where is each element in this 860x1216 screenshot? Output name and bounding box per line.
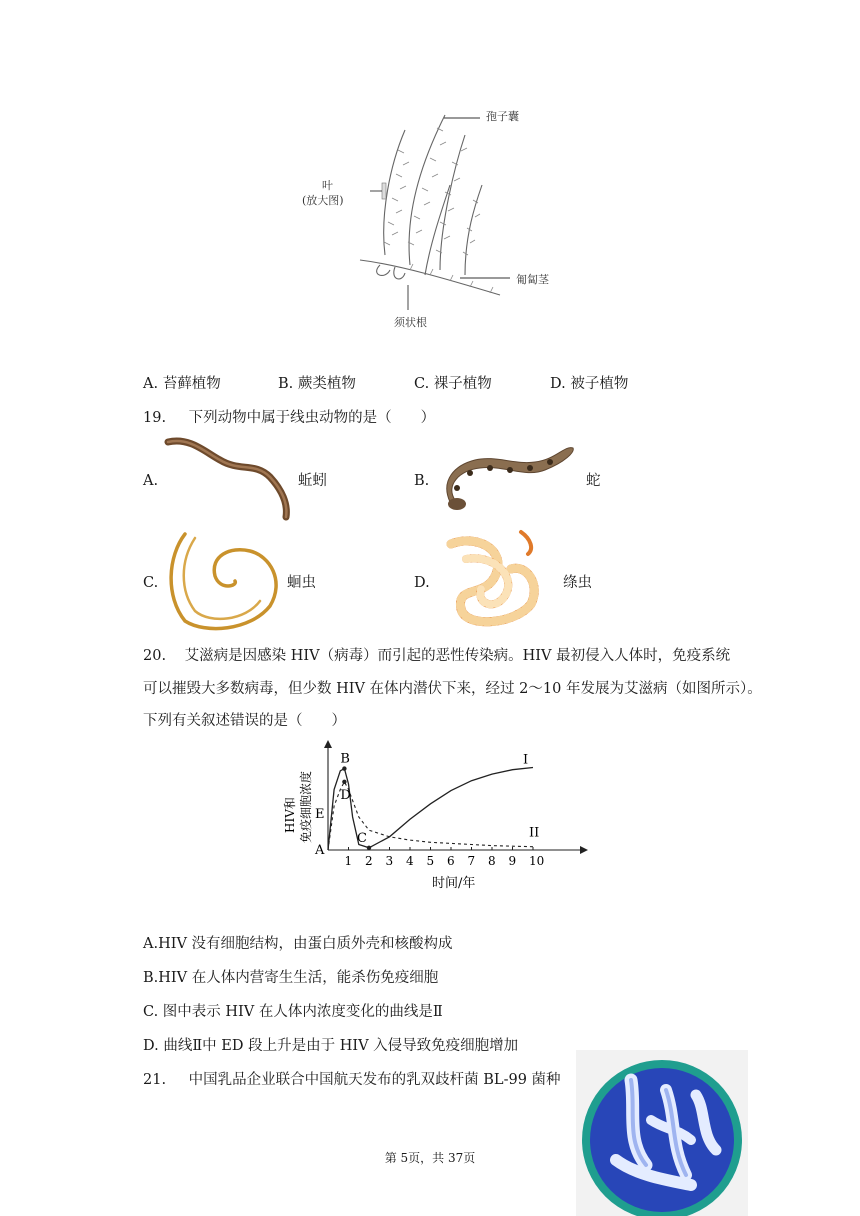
q20-line2: 可以摧毁大多数病毒，但少数 HIV 在体内潜伏下来，经过 2～10 年发展为艾滋病（如图所示）。 bbox=[143, 681, 762, 697]
x-tick-label: 1 bbox=[344, 854, 353, 868]
point-label-E: E bbox=[315, 807, 325, 822]
x-tick-label: 7 bbox=[467, 854, 476, 868]
curve-label-I: I bbox=[523, 752, 529, 768]
q20-option-c[interactable]: C. 图中表示 HIV 在人体内浓度变化的曲线是Ⅱ bbox=[143, 1004, 443, 1020]
q20-option-b[interactable]: B.HIV 在人体内营寄生生活，能杀伤免疫细胞 bbox=[143, 970, 439, 986]
label-root: 须状根 bbox=[394, 316, 427, 329]
label-leaf: 叶 bbox=[322, 179, 333, 192]
y-axis-label-line2: 免疫细胞浓度 bbox=[299, 770, 313, 843]
y-axis-label-line1: HIV和 bbox=[283, 797, 297, 833]
x-tick-label: 9 bbox=[508, 854, 517, 868]
q19-option-a-letter[interactable]: A. bbox=[143, 473, 159, 489]
moss-illustration bbox=[290, 95, 570, 340]
q20-line3: 下列有关叙述错误的是（ ） bbox=[143, 713, 346, 729]
point-label-D: D bbox=[340, 787, 351, 803]
label-leaf-note: (放大图) bbox=[302, 194, 344, 207]
x-tick-label: 10 bbox=[529, 854, 545, 868]
x-tick-label: 3 bbox=[385, 854, 394, 868]
q19-stem bbox=[143, 408, 435, 428]
q20-option-d[interactable]: D. 曲线Ⅱ中 ED 段上升是由于 HIV 入侵导致免疫细胞增加 bbox=[143, 1038, 519, 1054]
q21-stem bbox=[143, 1070, 561, 1090]
point-label-A: A bbox=[315, 843, 325, 858]
page-footer: 第 5页，共 37页 bbox=[384, 1151, 476, 1165]
q19-option-c-letter[interactable]: C. bbox=[143, 575, 159, 591]
x-tick-label: 8 bbox=[488, 854, 496, 868]
x-axis-label: 时间/年 bbox=[432, 876, 476, 891]
q19-option-c-name: 蛔虫 bbox=[287, 575, 316, 591]
earthworm-image bbox=[160, 432, 300, 527]
q18-option-c[interactable]: C. 裸子植物 bbox=[414, 376, 492, 392]
q18-option-d[interactable]: D. 被子植物 bbox=[550, 376, 629, 392]
q19-option-a-name: 蚯蚓 bbox=[298, 473, 327, 489]
q20-number: 20. bbox=[143, 648, 167, 664]
q20-option-a[interactable]: A.HIV 没有细胞结构，由蛋白质外壳和核酸构成 bbox=[143, 936, 453, 952]
label-capsule: 孢子囊 bbox=[486, 110, 519, 123]
x-tick-label: 2 bbox=[365, 854, 373, 868]
q18-option-b[interactable]: B. 蕨类植物 bbox=[278, 376, 356, 392]
q19-option-d-name: 绦虫 bbox=[563, 575, 592, 591]
q19-option-d-letter[interactable]: D. bbox=[414, 575, 430, 591]
label-stem: 匍匐茎 bbox=[516, 273, 549, 286]
x-tick-label: 6 bbox=[447, 854, 455, 868]
tapeworm-image bbox=[436, 524, 546, 634]
point-label-C: C bbox=[357, 830, 367, 846]
q19-number: 19. bbox=[143, 410, 167, 426]
leaf-detail-icon bbox=[382, 183, 386, 199]
hiv-chart-svg bbox=[280, 738, 590, 898]
q21-number: 21. bbox=[143, 1072, 167, 1088]
q19-option-b-letter[interactable]: B. bbox=[414, 473, 430, 489]
point-D bbox=[342, 780, 346, 784]
x-tick-label: 5 bbox=[426, 854, 435, 868]
moss-figure bbox=[290, 95, 570, 340]
hiv-chart bbox=[280, 738, 590, 898]
q21-text: 中国乳品企业联合中国航天发布的乳双歧杆菌 BL-99 菌种 bbox=[188, 1072, 561, 1088]
point-label-B: B bbox=[340, 751, 350, 767]
curve-label-II: II bbox=[529, 825, 540, 841]
x-axis-arrow bbox=[580, 846, 588, 854]
point-C bbox=[367, 846, 371, 850]
x-tick-label: 4 bbox=[406, 854, 414, 868]
q19-option-b-name: 蛇 bbox=[586, 473, 601, 489]
point-B bbox=[342, 766, 346, 770]
q19-text: 下列动物中属于线虫动物的是（ ） bbox=[188, 410, 436, 426]
y-axis-arrow bbox=[324, 740, 332, 748]
snake-image bbox=[435, 440, 585, 520]
q20-line1: 20. 艾滋病是因感染 HIV（病毒）而引起的恶性传染病。HIV 最初侵入人体时，免疫系统 bbox=[143, 648, 731, 664]
bacteria-image bbox=[576, 1050, 748, 1216]
roundworm-image bbox=[160, 526, 290, 636]
q18-option-a[interactable]: A. 苔藓植物 bbox=[143, 376, 221, 392]
